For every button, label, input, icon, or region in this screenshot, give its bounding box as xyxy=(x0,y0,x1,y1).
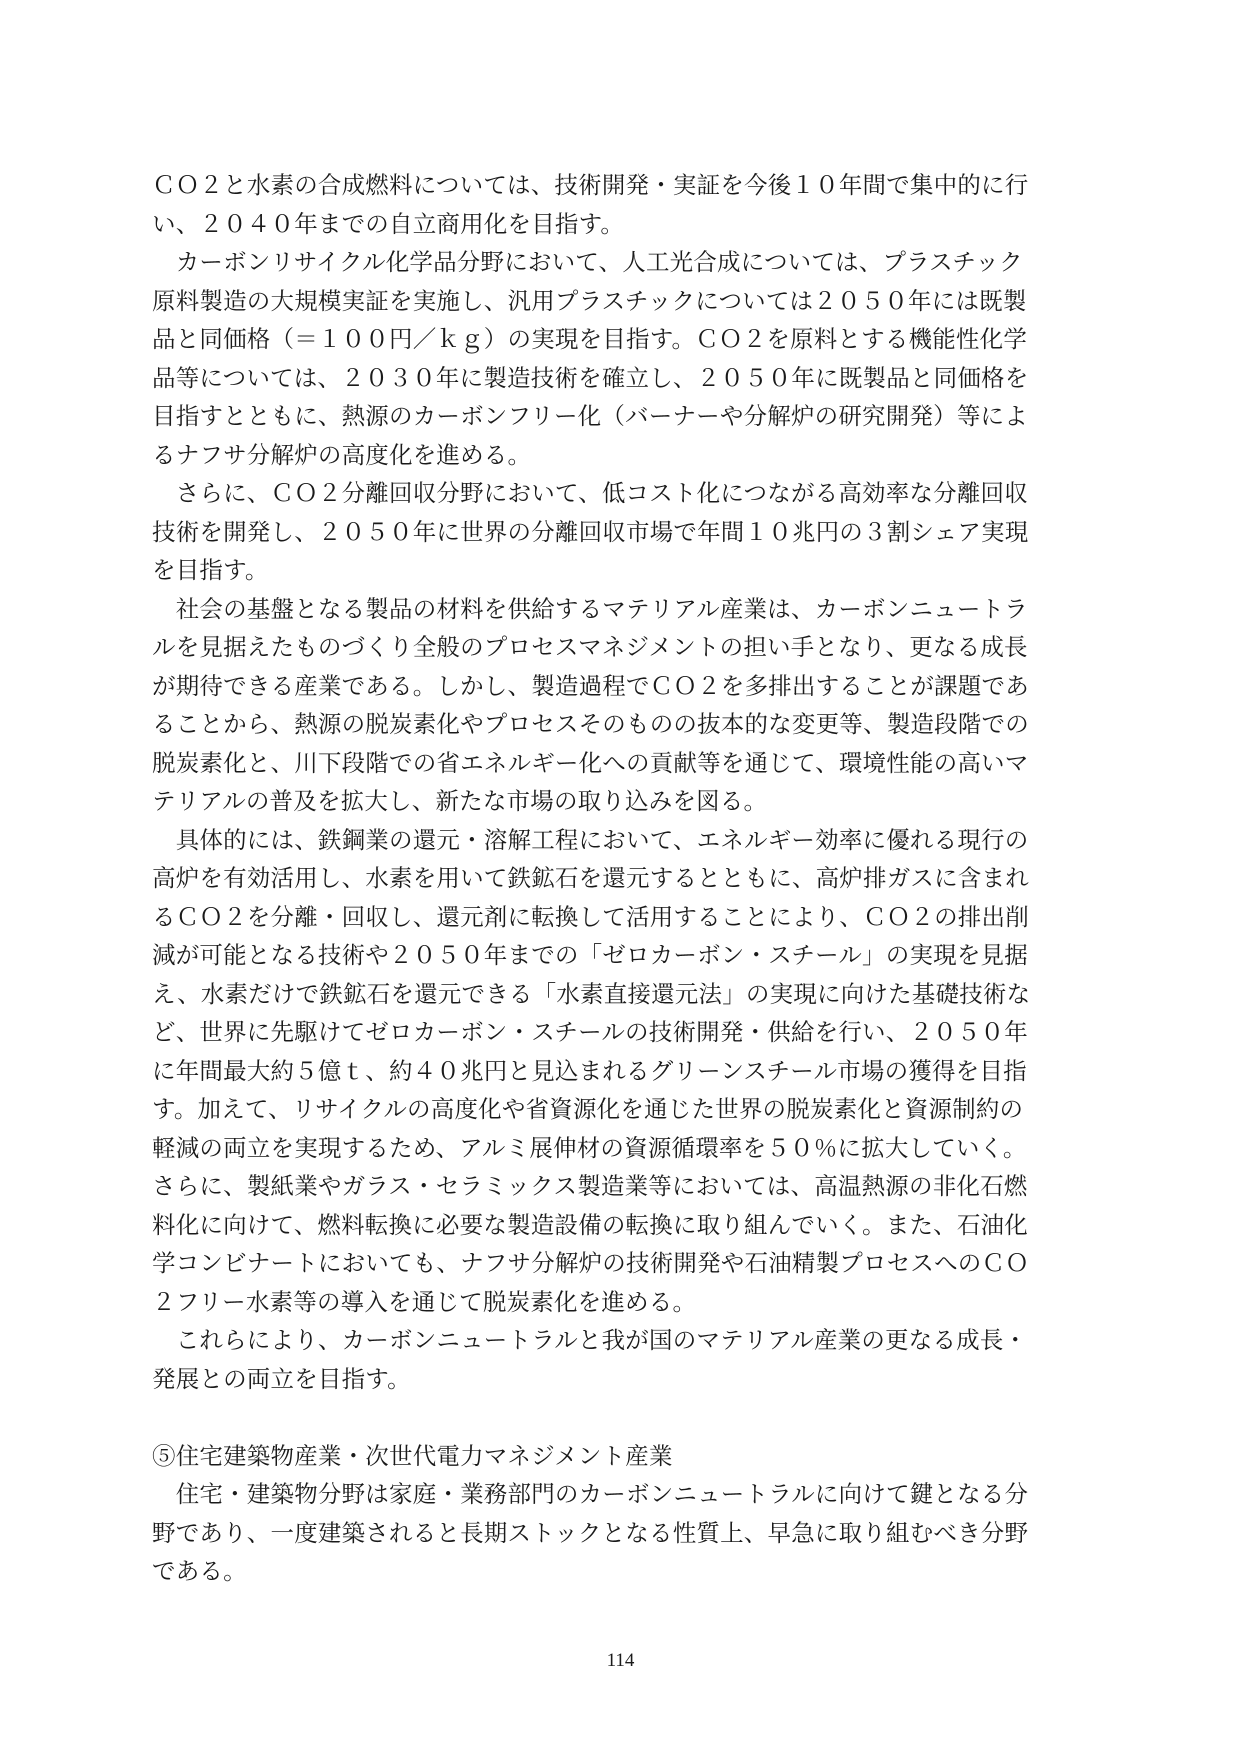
text-line: 住宅・建築物分野は家庭・業務部門のカーボンニュートラルに向けて鍵となる分 xyxy=(152,1480,1029,1508)
paragraph-housing-buildings xyxy=(152,1475,1092,1591)
text-line: カーボンリサイクル化学品分野において、人工光合成については、プラスチック xyxy=(152,248,1023,276)
section-heading: ⑤住宅建築物産業・次世代電力マネジメント産業 xyxy=(152,1441,673,1470)
text-line: 野であり、一度建築されると長期ストックとなる性質上、早急に取り組むべき分野 xyxy=(152,1518,1029,1547)
text-line: 品等については、２０３０年に製造技術を確立し、２０５０年に既製品と同価格を xyxy=(152,363,1029,392)
text-line: テリアルの普及を拡大し、新たな市場の取り込みを図る。 xyxy=(152,787,768,815)
text-line: 品と同価格（＝１００円／ｋｇ）の実現を目指す。ＣＯ２を原料とする機能性化学 xyxy=(152,325,1028,353)
paragraph-material-industry xyxy=(152,590,1092,821)
text-line: 発展との両立を目指す。 xyxy=(152,1364,411,1393)
text-line: 軽減の両立を実現するため、アルミ展伸材の資源循環率を５０％に拡大していく。 xyxy=(152,1133,1027,1162)
text-line: 目指すとともに、熱源のカーボンフリー化（バーナーや分解炉の研究開発）等によ xyxy=(152,402,1028,430)
text-line: 社会の基盤となる製品の材料を供給するマテリアル産業は、カーボンニュートラ xyxy=(152,594,1028,623)
text-line: さらに、製紙業やガラス・セラミックス製造業等においては、高温熱源の非化石燃 xyxy=(152,1172,1028,1200)
text-line: 料化に向けて、燃料転換に必要な製造設備の転換に取り組んでいく。また、石油化 xyxy=(152,1210,1028,1239)
paragraph-carbon-recycling-chemicals xyxy=(152,243,1092,474)
paragraph-synthetic-fuel xyxy=(152,166,1092,243)
text-line: さらに、ＣＯ２分離回収分野において、低コスト化につながる高効率な分離回収 xyxy=(152,479,1028,507)
text-line: に年間最大約５億ｔ、約４０兆円と見込まれるグリーンスチール市場の獲得を目指 xyxy=(152,1056,1027,1085)
text-line: 高炉を有効活用し、水素を用いて鉄鉱石を還元するとともに、高炉排ガスに含まれ xyxy=(152,864,1029,892)
text-line: である。 xyxy=(152,1557,247,1585)
text-line: い、２０４０年までの自立商用化を目指す。 xyxy=(152,209,625,238)
text-line: 原料製造の大規模実証を実施し、汎用プラスチックについては２０５０年には既製 xyxy=(152,286,1027,315)
text-line: を目指す。 xyxy=(152,556,269,584)
text-line: ることから、熱源の脱炭素化やプロセスそのものの抜本的な変更等、製造段階での xyxy=(152,710,1029,738)
text-line: 学コンビナートにおいても、ナフサ分解炉の技術開発や石油精製プロセスへのＣＯ xyxy=(152,1249,1029,1277)
text-line: 技術を開発し、２０５０年に世界の分離回収市場で年間１０兆円の３割シェア実現 xyxy=(152,517,1029,546)
paragraph-co2-separation xyxy=(152,474,1092,590)
document-body xyxy=(152,166,1092,1591)
text-line: ２フリー水素等の導入を通じて脱炭素化を進める。 xyxy=(152,1287,697,1316)
text-line: ど、世界に先駆けてゼロカーボン・スチールの技術開発・供給を行い、２０５０年 xyxy=(152,1018,1028,1046)
text-line: るナフサ分解炉の高度化を進める。 xyxy=(152,440,532,469)
text-line: す。加えて、リサイクルの高度化や省資源化を通じた世界の脱炭素化と資源制約の xyxy=(152,1095,1024,1123)
paragraph-steel-details xyxy=(152,821,1092,1322)
text-line: これらにより、カーボンニュートラルと我が国のマテリアル産業の更なる成長・ xyxy=(152,1326,1028,1354)
paragraph-conclusion xyxy=(152,1321,1092,1398)
text-line: ＣＯ２と水素の合成燃料については、技術開発・実証を今後１０年間で集中的に行 xyxy=(152,171,1029,199)
text-line: るＣＯ２を分離・回収し、還元剤に転換して活用することにより、ＣＯ２の排出削 xyxy=(152,902,1029,931)
text-line: が期待できる産業である。しかし、製造過程でＣＯ２を多排出することが課題であ xyxy=(152,671,1029,700)
page-number: 114 xyxy=(606,1650,635,1671)
text-line: ルを見据えたものづくり全般のプロセスマネジメントの担い手となり、更なる成長 xyxy=(152,633,1028,661)
text-line: 減が可能となる技術や２０５０年までの「ゼロカーボン・スチール」の実現を見据 xyxy=(152,941,1028,969)
text-line: 脱炭素化と、川下段階での省エネルギー化への貢献等を通じて、環境性能の高いマ xyxy=(152,748,1029,777)
text-line: 具体的には、鉄鋼業の還元・溶解工程において、エネルギー効率に優れる現行の xyxy=(152,825,1029,854)
spacer xyxy=(152,1398,1092,1437)
text-line: え、水素だけで鉄鉱石を還元できる「水素直接還元法」の実現に向けた基礎技術な xyxy=(152,979,1031,1008)
